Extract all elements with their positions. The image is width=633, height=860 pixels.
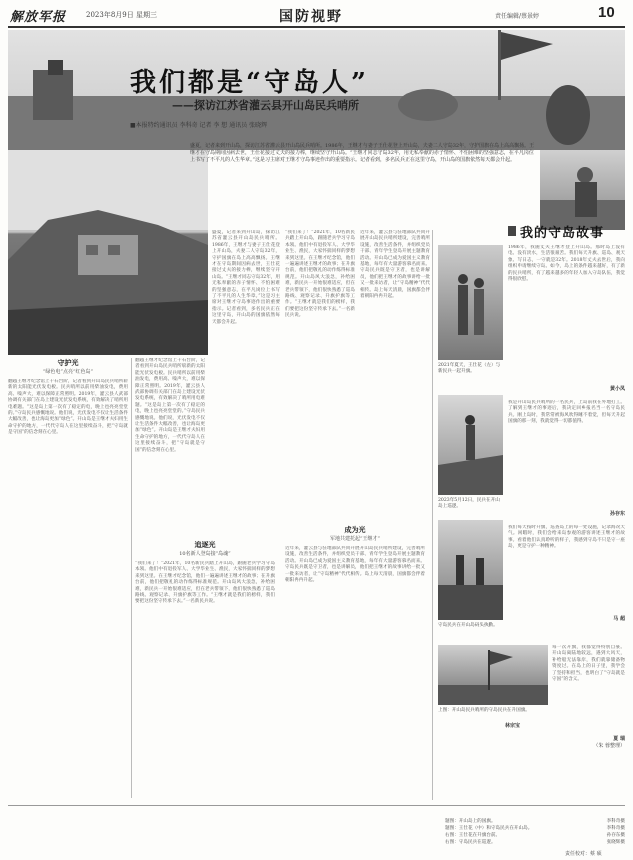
section-heading: 追逐光 [194,540,216,549]
story-author: 孙存东 [609,511,625,517]
story-body: 我们每天按时升旗，巡查岛上的每一处设施，记录海况天气。闲暇时，我们会给来岛参观的游客讲述王继才的故事。看着他们认真聆听的样子，我感到守岛不只是守一座岛，更是守护一种精神。 [508,525,625,550]
responsible-editor: 责任编辑/蔡景婷 [495,13,540,20]
column-2 [135,358,205,528]
article-title: 我们都是“守岛人” [130,68,369,98]
section-3 [285,525,425,806]
section-heading: 守护光 [57,358,79,367]
issue-date: 2023年8月9日 星期三 [86,11,157,19]
story-3 [508,525,625,622]
section-3-continued: 近年来，灌云县与驻地部队共同开展开山岛民兵哨所建设，完善哨所设施，改善生活条件，并组织党员干部、青年学生登岛开展主题教育活动。开山岛已成为爱国主义教育基地，每年有大量游客慕名而来。守岛民兵既是守卫者，也是讲解员，他们把王继才的故事讲给一批又一批来访者，让“守岛精神”代代相传。岛上每天清晨，国旗都会伴着朝阳冉冉升起。 [360,230,430,300]
column-4 [285,230,355,520]
story-heading-marker [508,226,516,236]
column-5 [360,230,430,520]
story-photo-2 [438,395,503,495]
credit-row [445,832,625,839]
article-subtitle: ——探访江苏省灌云县开山岛民兵哨所 [172,99,359,112]
section-body: “我们来了！”2021年，10名新民兵踏上开山岛，跟随老兵学习守岛本领。他们中有退役军人、大学毕业生、渔民，大家怀揣同样的梦想来到这里。在王继才纪念馆，他们一遍遍讲述王继才的故事；在升旗台前，他们把敬礼的动作练得标准规范。开山岛风大浪急，补给困难，新民兵一开始很难适应，但在老兵带领下，他们很快熟悉了巡岛路线、观察记录、升旗护旗等工作。“王继才就是我们的榜样，我们要把这份坚守传承下去。”一名新民兵说。 [135,561,275,605]
story-caption: 上图：开山岛民兵哨所的守岛民兵在升国旗。 [438,708,530,713]
proofreader: 责任校对：蔡 硕 [565,851,602,857]
section-body: 翻越王继才纪念馆上千石台阶，记者看到开山岛民兵哨所崭新的太阳能光伏发电板。民兵哨所以前用柴油发电，费用高、噪声大，难以保障正常照明。2019年，灌云县人武部协调有关部门在岛上建设光伏发电系统，有效解决了哨所用电难题。“这是岛上第一次有了稳定的电，晚上也亮亮堂堂的。”守岛民兵感慨地说。他们说，光伏发电不仅让生活条件大幅改善，也让海岛更加“绿色”。开山岛是王继才夫妇用生命守护的地方，一代代守岛人在这里接续奋斗，把“守岛就是守国”的信念刻在心里。 [8,379,128,436]
soldier-photo [540,150,625,230]
credit-name: 李科奇摄 [606,819,625,824]
story-caption: 守岛民兵在开山岛码头执勤。 [438,623,498,628]
column-divider [131,358,132,798]
photo-credits [445,818,625,846]
stories-heading: 我的守岛故事 [520,226,605,241]
credit-name: 张晓辉摄 [606,840,625,845]
newspaper-logo: 解放军报 [10,10,67,25]
section-2-continued: “我们来了！”2021年，10名新民兵踏上开山岛，跟随老兵学习守岛本领。他们中有退役军人、大学毕业生、渔民，大家怀揣同样的梦想来到这里。在王继才纪念馆，他们一遍遍讲述王继才的故事；在升旗台前，他们把敬礼的动作练得标准规范。开山岛风大浪急，补给困难，新民兵一开始很难适应，但在老兵带领下，他们很快熟悉了巡岛路线、观察记录、升旗护旗等工作。“王继才就是我们的榜样，我们要把这份坚守传承下去。”一名新民兵说。 [285,230,355,319]
column-3 [212,230,280,530]
credit-label: 题图：王仕花（中）和守岛民兵在开山岛。 [445,826,533,831]
section-subheading: “绿色电”点亮“红色岛” [42,369,94,375]
section-body: 近年来，灌云县与驻地部队共同开展开山岛民兵哨所建设，完善哨所设施，改善生活条件，并组织党员干部、青年学生登岛开展主题教育活动。开山岛已成为爱国主义教育基地，每年有大量游客慕名而来。守岛民兵既是守卫者，也是讲解员，他们把王继才的故事讲给一批又一批来访者，让“守岛精神”代代相传。岛上每天清晨，国旗都会伴着朝阳冉冉升起。 [285,546,425,584]
credit-name: 李科奇摄 [606,826,625,831]
story-1 [508,245,625,392]
stories-closing: （朱 蓉整理） [593,743,625,749]
credit-row [445,818,625,825]
credit-row [445,839,625,846]
story-body: 我是开山岛民兵哨所的一名民兵，上岛前我在外地打工。了解到王继才的事迹后，我决定回乡报名当一名守岛民兵。刚上岛时，我常常被海风吹得睡不着觉，但每天升起国旗的那一刻，我就觉得一切都值得。 [508,400,625,425]
story-author: 林宗宝 [505,723,521,729]
intro-continued: 盛夏，记者来到开山岛，探访江苏省灌云县开山岛民兵哨所。1986年，王继才与妻子王仕花登上开山岛，夫妻二人守岛32年，守护国旗在岛上高高飘扬。王继才在守岛期间因病去世，王仕花接过丈夫的接力棒，继续坚守开山岛。“王继才同志守岛32年，用无私奉献的赤子情怀、不怕困难的坚强意志，在平凡岗位上书写了不平凡的人生华章。”这是习主席对王继才守岛事迹作出的重要指示。记者看到，多名民兵正在这里守岛，开山岛的国旗依然每天都会升起。 [212,230,280,325]
section-title: 国防视野 [279,9,343,25]
section-heading: 成为光 [344,525,366,534]
story-caption: 2023年5月12日，民兵在开山岛上巡逻。 [438,498,500,509]
section-subheading: 10名新人登岛接“岛魂” [179,551,231,557]
footer-rule [8,805,625,806]
story-body: 1986年，我随丈夫王继才登上开山岛。那时岛上没有电、没有淡水，生活很艰苦。我们每天升旗、巡岛、观天象、写日志，一守就是32年。2018年丈夫去世后，我向组织申请继续守岛。如今，岛上的条件越来越好，有了新的民兵哨所，有了越来越多的年轻人加入守岛队伍，我觉得很欣慰。 [508,245,625,283]
section-2 [135,540,275,811]
section-1 [8,358,128,774]
story-photo-3 [438,520,503,620]
credit-label: 题图：开山岛上的国旗。 [445,819,496,824]
story-photo-4 [438,645,548,705]
credit-label: 右图：守岛民兵在巡逻。 [445,840,496,845]
story-body: 每一次升旗，我都觉得特别自豪。开山岛离陆地较远，遇到大风天，补给船无法靠岸，我们就靠储备物资度过。在岛上的日子里，我学会了坚持和担当，也明白了“守岛就是守国”的含义。 [552,645,625,683]
page-header [0,0,633,28]
story-author: 马 超 [613,616,625,622]
credit-name: 孙存东摄 [606,833,625,838]
story-author: 黄小凤 [609,386,625,392]
story-caption: 2021年夏天，王仕花（左）与新民兵一起升旗。 [438,363,501,374]
island-photo [8,150,208,355]
section-subheading: 军地共建托起“王继才” [329,536,381,542]
story-author: 夏 瑞 [613,736,625,742]
article-byline: ■本报特约通讯员 李科奇 记者 李 想 通讯员 张晓辉 [130,122,268,129]
section-body-continued: 翻越王继才纪念馆上千石台阶，记者看到开山岛民兵哨所崭新的太阳能光伏发电板。民兵哨所以前用柴油发电，费用高、噪声大，难以保障正常照明。2019年，灌云县人武部协调有关部门在岛上建设光伏发电系统，有效解决了哨所用电难题。“这是岛上第一次有了稳定的电，晚上也亮亮堂堂的。”守岛民兵感慨地说。他们说，光伏发电不仅让生活条件大幅改善，也让海岛更加“绿色”。开山岛是王继才夫妇用生命守护的地方，一代代守岛人在这里接续奋斗，把“守岛就是守国”的信念刻在心里。 [135,358,205,453]
story-2 [508,400,625,517]
article-intro: 盛夏，记者来到开山岛，探访江苏省灌云县开山岛民兵哨所。1986年，王继才与妻子王仕花登上开山岛，夫妻二人守岛32年，守护国旗在岛上高高飘扬。王继才在守岛期间因病去世，王仕花接过丈夫的接力棒，继续坚守开山岛。“王继才同志守岛32年，用无私奉献的赤子情怀、不怕困难的坚强意志，在平凡岗位上书写了不平凡的人生华章。”这是习主席对王继才守岛事迹作出的重要指示。记者看到，多名民兵正在这里守岛，开山岛的国旗依然每天都会升起。 [190,143,535,163]
story-4 [552,645,625,749]
credit-row [445,825,625,832]
header-rule [8,26,625,28]
column-divider [432,230,433,800]
page-number: 10 [598,4,615,21]
credit-label: 右图：王仕花在升旗台前。 [445,833,501,838]
story-photo [438,245,503,360]
